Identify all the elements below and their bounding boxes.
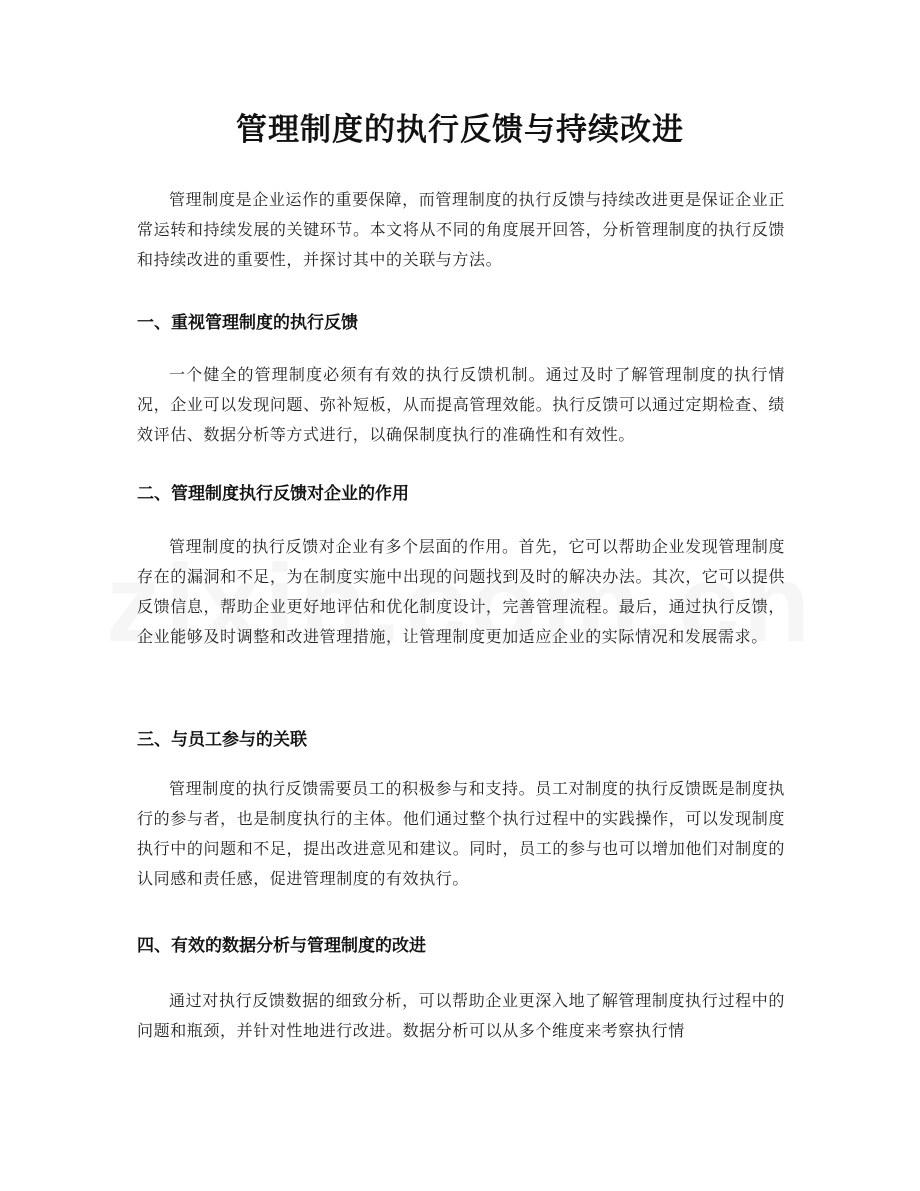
- section-paragraph: 管理制度的执行反馈对企业有多个层面的作用。首先，它可以帮助企业发现管理制度存在的漏洞和不足，为在制度实施中出现的问题找到及时的解决办法。其次，它可以提供反馈信息，帮助企业更好地评估和优化制度设计，完善管理流程。最后，通过执行反馈，企业能够及时调整和改进管理措施，让管理制度更加适应企业的实际情况和发展需求。: [137, 537, 785, 646]
- section-heading: 一、重视管理制度的执行反馈: [137, 313, 358, 333]
- section-3-heading-block: [137, 728, 785, 752]
- section-heading: 二、管理制度执行反馈对企业的作用: [137, 484, 409, 504]
- section-paragraph: 通过对执行反馈数据的细致分析，可以帮助企业更深入地了解管理制度执行过程中的问题和瓶颈，并针对性地进行改进。数据分析可以从多个维度来考察执行情: [137, 991, 785, 1040]
- section-2-body-block: [137, 532, 785, 652]
- intro-block: [137, 185, 785, 275]
- section-4-body-block: [137, 986, 785, 1046]
- section-4-heading-block: [137, 934, 785, 958]
- section-3-body-block: [137, 774, 785, 894]
- section-heading: 四、有效的数据分析与管理制度的改进: [137, 936, 426, 956]
- intro-paragraph: 管理制度是企业运作的重要保障，而管理制度的执行反馈与持续改进更是保证企业正常运转和持续发展的关键环节。本文将从不同的角度展开回答，分析管理制度的执行反馈和持续改进的重要性，并探讨其中的关联与方法。: [137, 190, 785, 269]
- section-1-heading-block: [137, 311, 785, 335]
- section-1-body-block: [137, 360, 785, 450]
- section-paragraph: 管理制度的执行反馈需要员工的积极参与和支持。员工对制度的执行反馈既是制度执行的参与者，也是制度执行的主体。他们通过整个执行过程中的实践操作，可以发现制度执行中的问题和不足，提出改进意见和建议。同时，员工的参与也可以增加他们对制度的认同感和责任感，促进管理制度的有效执行。: [137, 779, 785, 888]
- section-paragraph: 一个健全的管理制度必须有有效的执行反馈机制。通过及时了解管理制度的执行情况，企业可以发现问题、弥补短板，从而提高管理效能。执行反馈可以通过定期检查、绩效评估、数据分析等方式进行，以确保制度执行的准确性和有效性。: [137, 365, 785, 444]
- section-heading: 三、与员工参与的关联: [137, 730, 307, 750]
- section-2-heading-block: [137, 482, 785, 506]
- page-title: 管理制度的执行反馈与持续改进: [236, 112, 684, 148]
